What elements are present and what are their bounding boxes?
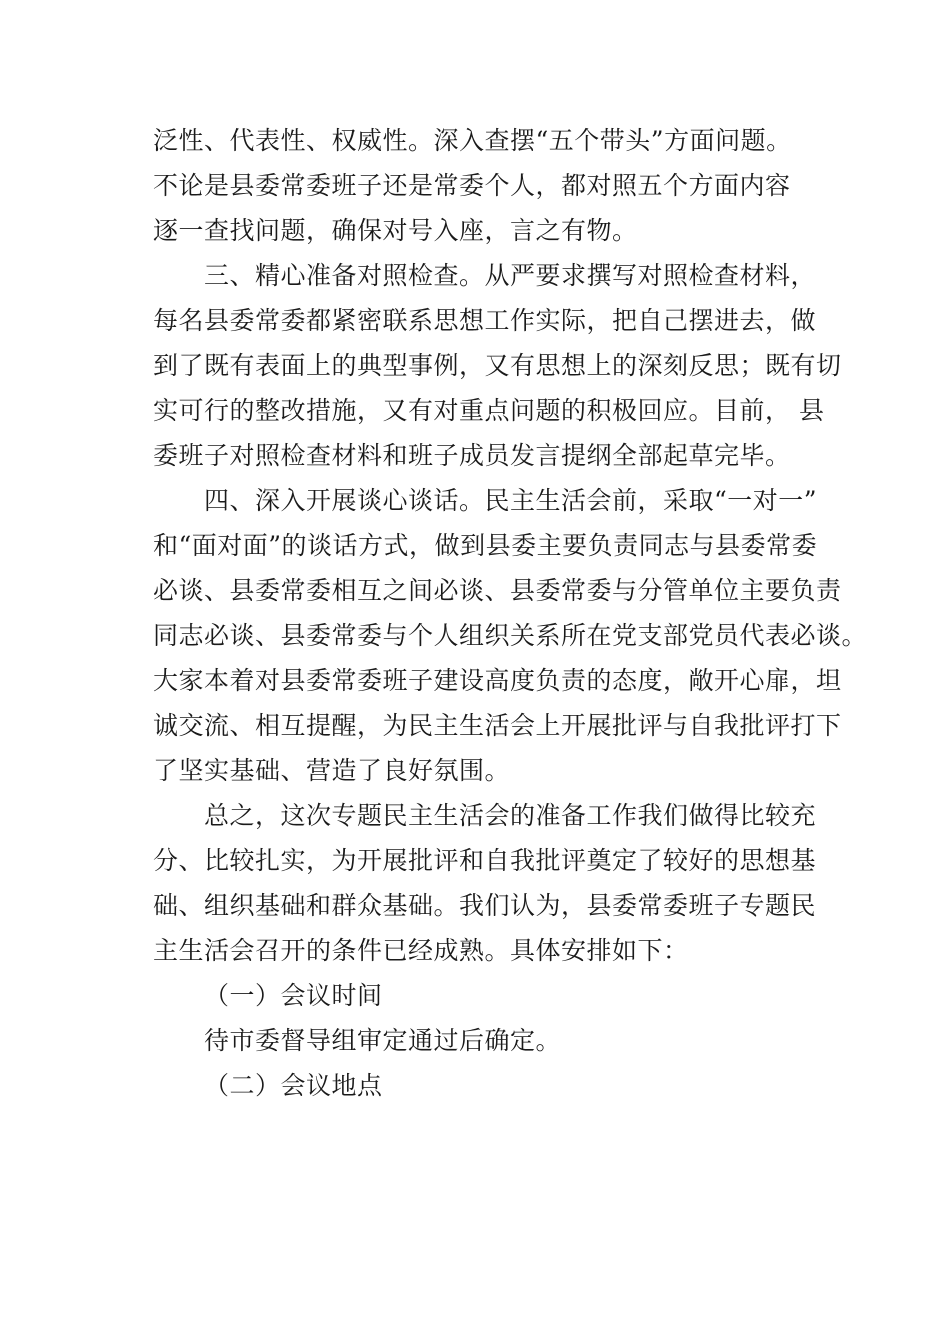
text-line: 泛性、代表性、权威性。深入查摆“五个带头”方面问题。 [153, 126, 792, 155]
text-line: 了坚实基础、营造了良好氛围。 [153, 756, 511, 785]
text-line: 主生活会召开的条件已经成熟。具体安排如下： [153, 936, 689, 965]
text-line: 必谈、县委常委相互之间必谈、县委常委与分管单位主要负责 [153, 576, 842, 605]
section-heading: （二）会议地点 [204, 1071, 383, 1100]
text-line: 逐一查找问题，确保对号入座，言之有物。 [153, 216, 638, 245]
text-line: 委班子对照检查材料和班子成员发言提纲全部起草完毕。 [153, 441, 791, 470]
text-line: 三、精心准备对照检查。从严要求撰写对照检查材料， [204, 261, 817, 290]
text-line: 实可行的整改措施，又有对重点问题的积极回应。目前， 县 [153, 396, 825, 425]
text-line: 每名县委常委都紧密联系思想工作实际，把自己摆进去，做 [153, 306, 817, 335]
text-line: 待市委督导组审定通过后确定。 [204, 1026, 562, 1055]
text-line: 分、比较扎实，为开展批评和自我批评奠定了较好的思想基 [153, 846, 817, 875]
text-line: 大家本着对县委常委班子建设高度负责的态度，敞开心扉，坦 [153, 666, 842, 695]
section-heading: （一）会议时间 [204, 981, 383, 1010]
text-line: 诚交流、相互提醒，为民主生活会上开展批评与自我批评打下 [153, 711, 842, 740]
text-line: 不论是县委常委班子还是常委个人，都对照五个方面内容 [153, 171, 791, 200]
text-line: 和“面对面”的谈话方式，做到县委主要负责同志与县委常委 [153, 531, 818, 560]
text-line: 同志必谈、县委常委与个人组织关系所在党支部党员代表必谈。 [153, 621, 868, 650]
text-line: 总之，这次专题民主生活会的准备工作我们做得比较充 [204, 801, 817, 830]
text-line: 四、深入开展谈心谈话。民主生活会前，采取“一对一” [204, 486, 818, 515]
text-line: 础、组织基础和群众基础。我们认为，县委常委班子专题民 [153, 891, 817, 920]
text-line: 到了既有表面上的典型事例，又有思想上的深刻反思；既有切 [153, 351, 842, 380]
